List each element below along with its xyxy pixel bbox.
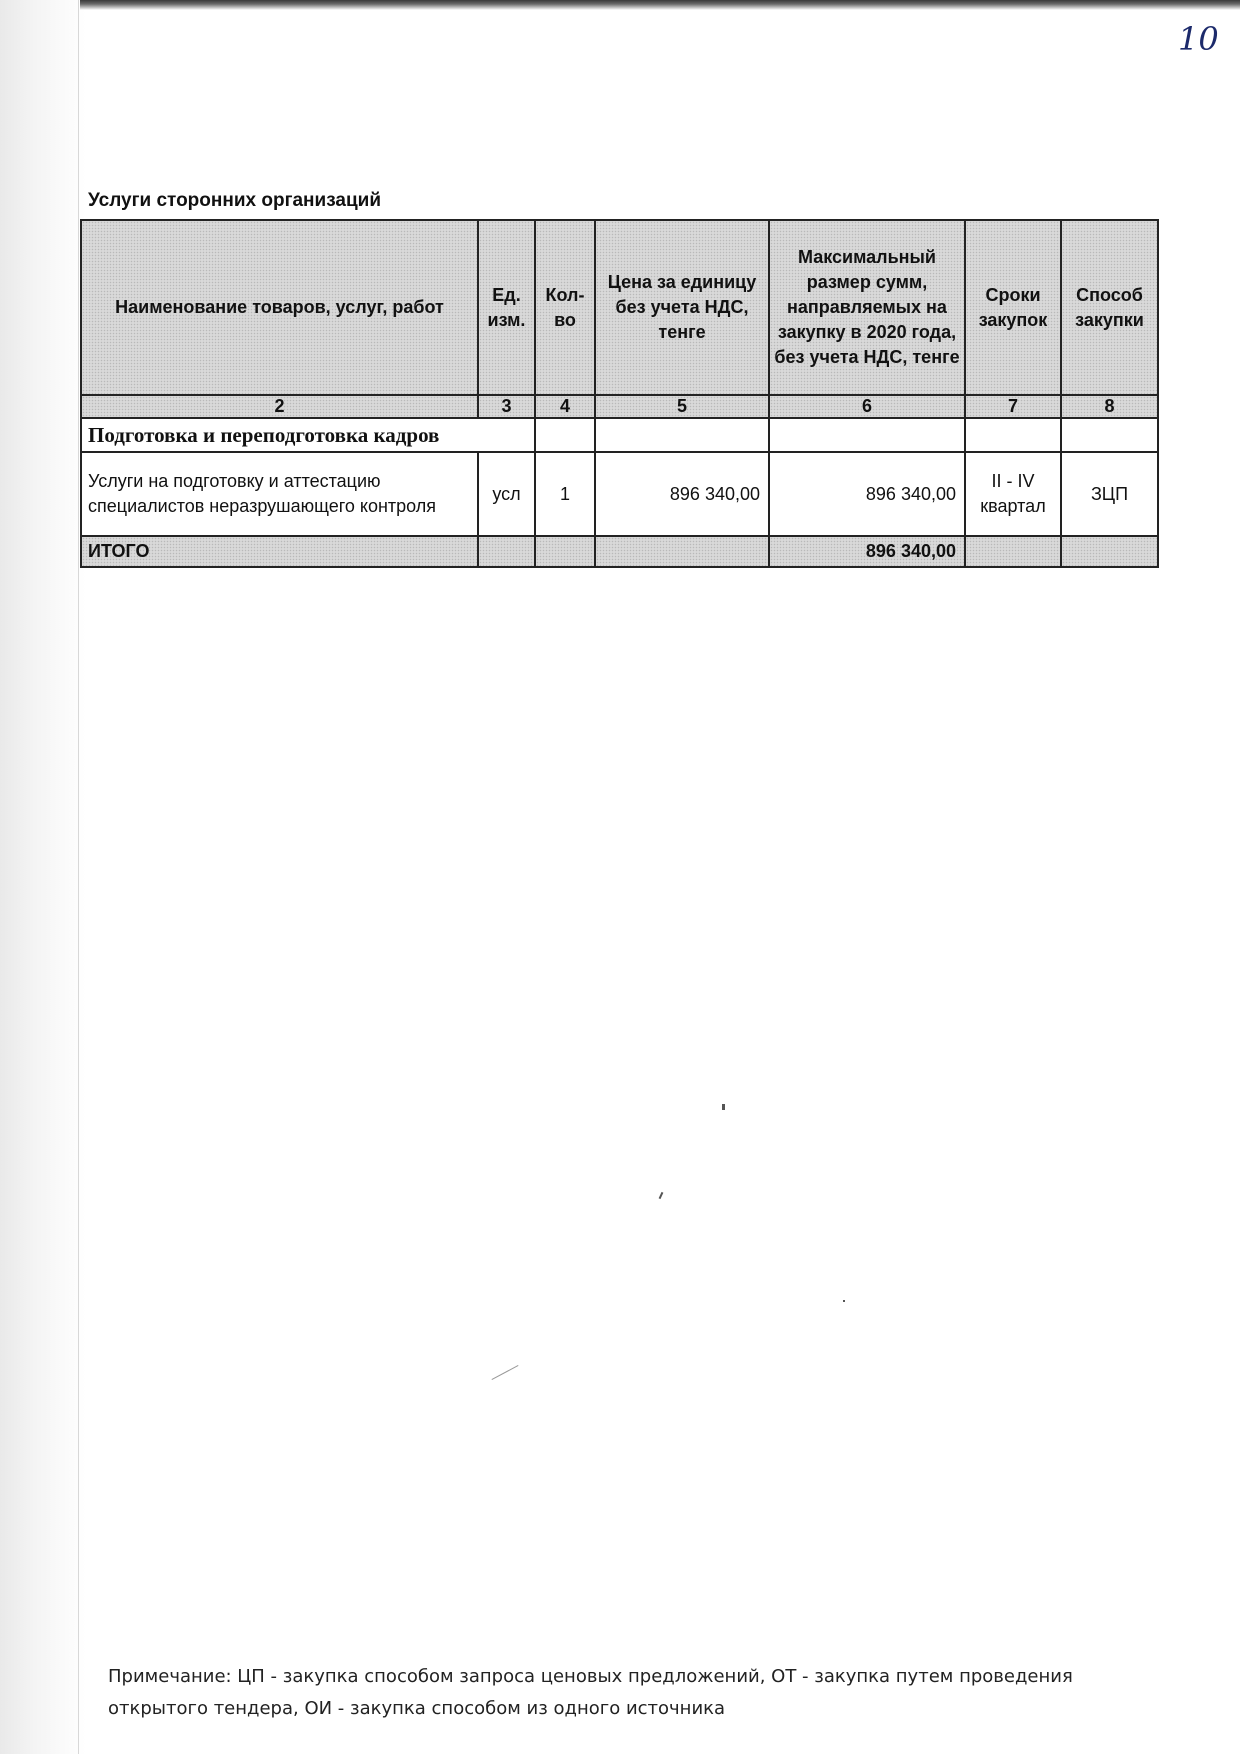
purchase-table <box>80 219 1159 568</box>
item-unit-price: 896 340,00 <box>595 452 769 536</box>
section-title: Услуги сторонних организаций <box>88 190 382 211</box>
column-number: 8 <box>1061 395 1158 418</box>
empty-cell <box>769 418 965 452</box>
total-row <box>81 536 1158 567</box>
header-method: Способ закупки <box>1061 220 1158 395</box>
item-unit: усл <box>478 452 535 536</box>
scan-left-shadow <box>0 0 86 1754</box>
column-number: 7 <box>965 395 1061 418</box>
header-unit-price: Цена за единицу без учета НДС, тенге <box>595 220 769 395</box>
empty-cell <box>1061 418 1158 452</box>
item-max-sum: 896 340,00 <box>769 452 965 536</box>
header-unit: Ед. изм. <box>478 220 535 395</box>
scan-speck <box>492 1365 519 1380</box>
column-number: 4 <box>535 395 595 418</box>
empty-cell <box>595 418 769 452</box>
empty-cell <box>535 536 595 567</box>
column-number: 2 <box>81 395 478 418</box>
header-name: Наименование товаров, услуг, работ <box>81 220 478 395</box>
item-name: Услуги на подготовку и аттестацию специалистов неразрушающего контроля <box>81 452 478 536</box>
header-period: Сроки закупок <box>965 220 1061 395</box>
empty-cell <box>478 536 535 567</box>
scan-speck <box>659 1192 664 1199</box>
empty-cell <box>965 536 1061 567</box>
header-max-sum: Максимальный размер сумм, направляемых на закупку в 2020 года, без учета НДС, тенге <box>769 220 965 395</box>
empty-cell <box>1061 536 1158 567</box>
total-value: 896 340,00 <box>769 536 965 567</box>
column-number: 6 <box>769 395 965 418</box>
empty-cell <box>965 418 1061 452</box>
item-period: II - IV квартал <box>965 452 1061 536</box>
header-qty: Кол-во <box>535 220 595 395</box>
total-label: ИТОГО <box>81 536 478 567</box>
footnote: Примечание: ЦП - закупка способом запроса ценовых предложений, ОТ - закупка путем проведения открытого тендера, ОИ - закупка способом из одного источника <box>108 1666 1073 1719</box>
scan-speck <box>843 1300 845 1302</box>
handwritten-page-number: 10 <box>1178 20 1219 58</box>
scan-speck <box>722 1104 725 1110</box>
empty-cell <box>535 418 595 452</box>
empty-cell <box>595 536 769 567</box>
item-qty: 1 <box>535 452 595 536</box>
column-number: 5 <box>595 395 769 418</box>
scan-page-edge <box>78 0 79 1754</box>
table-row <box>81 452 1158 536</box>
empty-cell <box>478 418 535 452</box>
category-label: Подготовка и переподготовка кадров <box>81 418 478 452</box>
column-number: 3 <box>478 395 535 418</box>
scan-top-edge <box>80 0 1240 10</box>
item-method: ЗЦП <box>1061 452 1158 536</box>
